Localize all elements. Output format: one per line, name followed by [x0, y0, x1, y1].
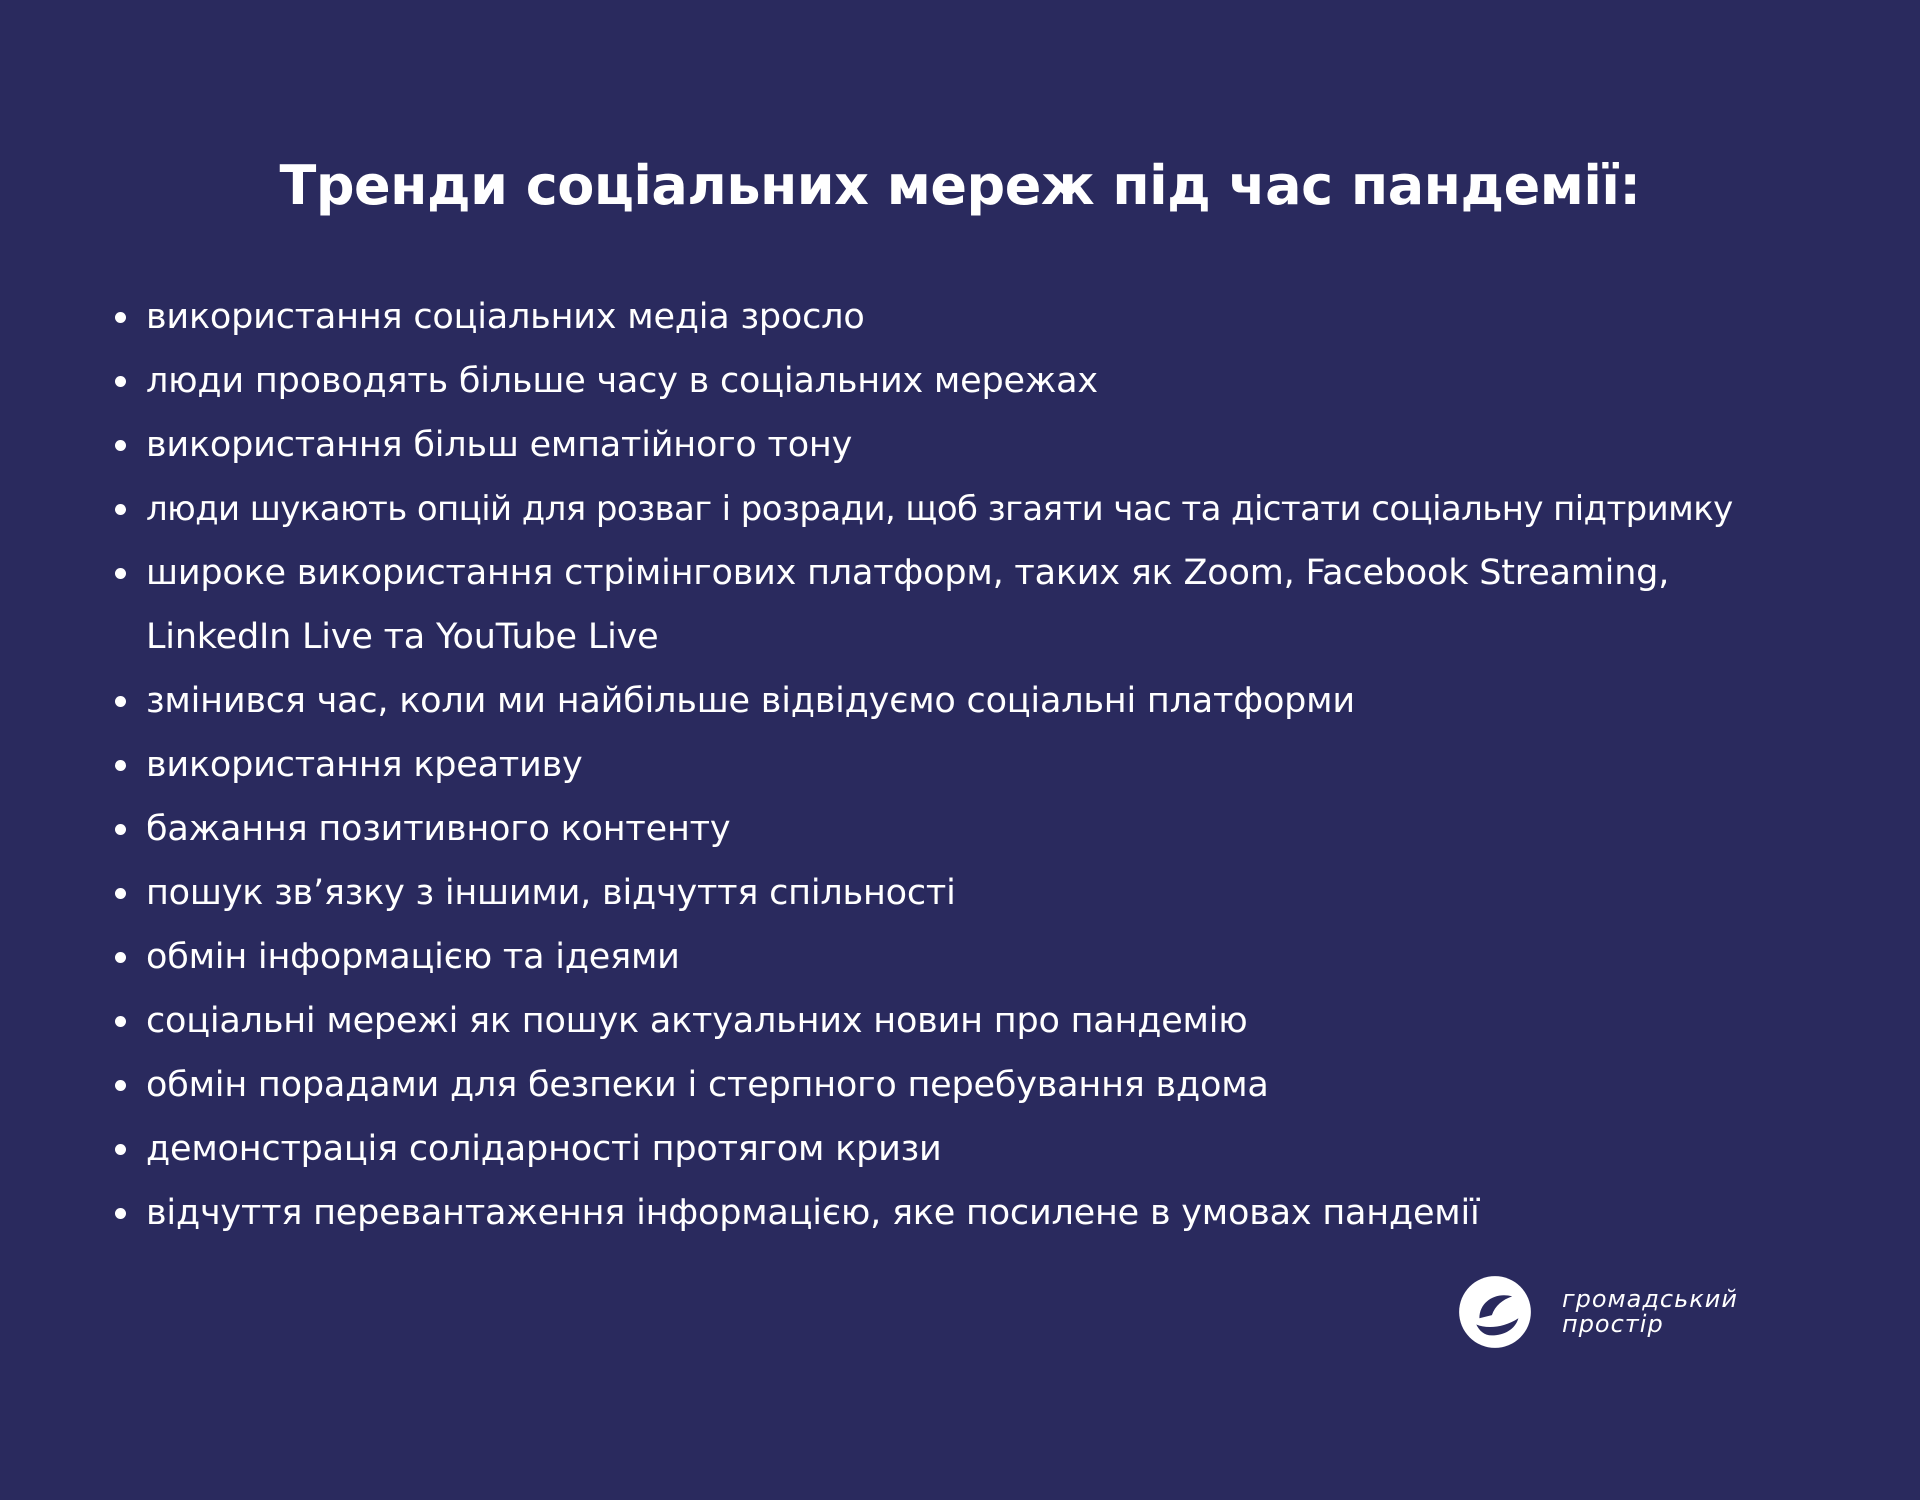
list-item: обмін інформацією та ідеями — [113, 925, 1893, 989]
list-item: використання соціальних медіа зросло — [113, 285, 1893, 349]
list-item: обмін порадами для безпеки і стерпного перебування вдома — [113, 1053, 1893, 1117]
list-item: використання більш емпатійного тону — [113, 413, 1893, 477]
list-item: демонстрація солідарності протягом кризи — [113, 1117, 1893, 1181]
list-item: змінився час, коли ми найбільше відвідуємо соціальні платформи — [113, 669, 1893, 733]
logo-text — [1562, 1287, 1738, 1337]
list-item: використання креативу — [113, 733, 1893, 797]
gromadskyi-prostir-logo-icon — [1456, 1273, 1534, 1351]
list-item: бажання позитивного контенту — [113, 797, 1893, 861]
list-item: пошук зв’язку з іншими, відчуття спільності — [113, 861, 1893, 925]
list-item: люди шукають опцій для розваг і розради, щоб згаяти час та дістати соціальну підтримку — [113, 477, 1893, 541]
logo-line-1: громадський — [1562, 1285, 1738, 1313]
page-title: Тренди соціальних мереж під час пандемії: — [279, 154, 1641, 217]
logo — [1456, 1272, 1738, 1352]
list-item: широке використання стрімінгових платформ, таких як Zoom, Facebook Streaming, LinkedIn Live та YouTube Live — [113, 541, 1766, 669]
logo-line-2: простір — [1562, 1310, 1664, 1338]
list-item: відчуття перевантаження інформацією, яке посилене в умовах пандемії — [113, 1181, 1893, 1245]
list-item: люди проводять більше часу в соціальних мережах — [113, 349, 1893, 413]
trends-list — [113, 285, 1893, 1245]
list-item: соціальні мережі як пошук актуальних новин про пандемію — [113, 989, 1893, 1053]
